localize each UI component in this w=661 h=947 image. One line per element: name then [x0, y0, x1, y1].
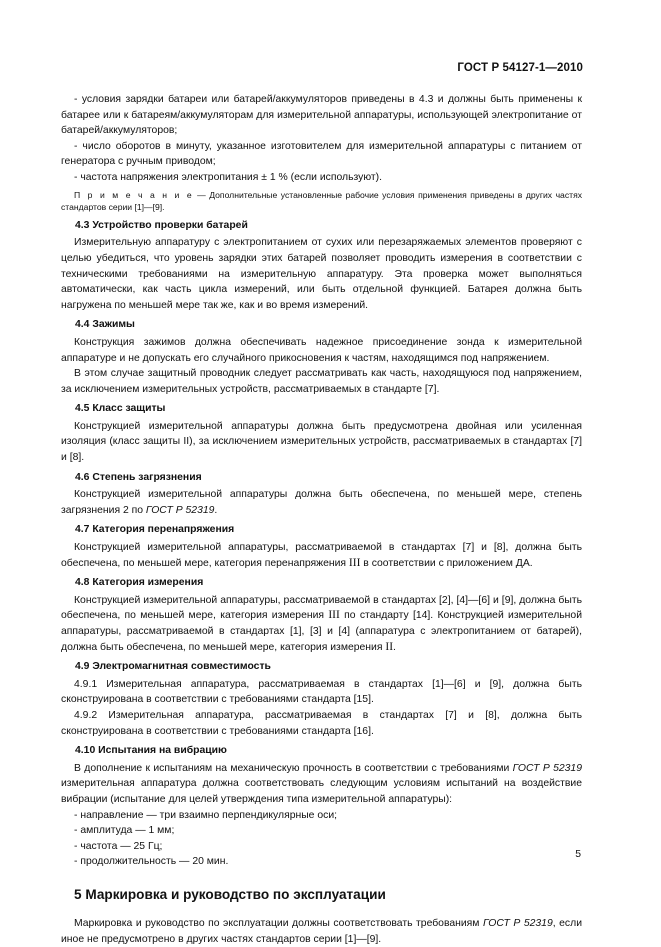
- standard-reference: ГОСТ Р 52319: [512, 762, 582, 774]
- list-item: - направление — три взаимно перпендикулярные оси;: [74, 809, 338, 821]
- list-item: - условия зарядки батареи или батарей/аккумуляторов приведены в 4.3 и должны быть применены к батарее или к батареям/аккумуляторам для измерительной аппаратуры, использующей электропитание от батарей/аккумуляторов;: [61, 94, 582, 137]
- standard-reference: ГОСТ Р 52319: [145, 504, 215, 516]
- list-item: - амплитуда — 1 мм;: [74, 825, 175, 837]
- paragraph: В этом случае защитный проводник следует рассматривать как часть, находящуюся под напряжением, за исключением измерительных устройств, рассматриваемых в стандарте [7].: [61, 368, 582, 395]
- paragraph: Конструкцией измерительной аппаратуры должна быть обеспечена, по меньшей мере, степень загрязнения 2 по ГОСТ Р 52319.: [61, 489, 582, 516]
- standard-reference: ГОСТ Р 52319: [482, 917, 553, 929]
- section-heading-4-7: 4.7 Категория перенапряжения: [75, 524, 235, 536]
- paragraph: 4.9.2 Измерительная аппаратура, рассматриваемая в стандартах [7] и [8], должна быть сконструирована в соответствии с требованиями стандарта [16].: [61, 709, 582, 737]
- standard-code: ГОСТ Р 54127-1—2010: [457, 62, 583, 74]
- list-item: - число оборотов в минуту, указанное изготовителем для измерительной аппаратуры с питанием от генератора с ручным приводом;: [61, 140, 582, 168]
- paragraph: Конструкцией измерительной аппаратуры должна быть предусмотрена двойная или усиленная изоляция (класс защиты II), за исключением измерительных устройств, рассматриваемых в стандартах [7] и [8].: [61, 420, 582, 464]
- paragraph: В дополнение к испытаниям на механическую прочность в соответствии с требованиями ГОСТ Р 52319 измерительная аппаратура должна соответствовать следующим условиям испытаний на воздействие вибрации (испытание для целей утверждения типа измерительной аппаратуры):: [61, 762, 582, 805]
- page-content: [61, 92, 582, 947]
- section-heading-4-9: 4.9 Электромагнитная совместимость: [75, 661, 271, 673]
- note: П р и м е ч а н и е — Дополнительные установленные рабочие условия применения приведены в других частях стандартов серии [1]—[9].: [61, 189, 583, 213]
- section-heading-4-8: 4.8 Категория измерения: [75, 577, 204, 589]
- section-heading-5: 5 Маркировка и руководство по эксплуатации: [74, 886, 386, 902]
- page-number: 5: [575, 849, 581, 860]
- paragraph: 4.9.1 Измерительная аппаратура, рассматриваемая в стандартах [1]—[6] и [9], должна быть сконструирована в соответствии с требованиями стандарта [15].: [61, 678, 582, 706]
- section-heading-4-5: 4.5 Класс защиты: [75, 403, 166, 415]
- paragraph: Конструкцией измерительной аппаратуры, рассматриваемой в стандартах [7] и [8], должна быть обеспечена, по меньшей мере, категория перенапряжения III в соответствии с приложением ДА.: [61, 542, 582, 569]
- section-heading-4-4: 4.4 Зажимы: [75, 319, 135, 331]
- paragraph: Конструкция зажимов должна обеспечивать надежное присоединение зонда к измерительной аппаратуре и не допускать его случайного прикосновения к частям, находящимся под напряжением.: [61, 336, 582, 364]
- paragraph: Конструкцией измерительной аппаратуры, рассматриваемой в стандартах [2], [4]—[6] и [9], должна быть обеспечена, по меньшей мере, категория измерения III по стандарту [14]. Конструкцией измерительной аппаратуры, рассматриваемой в стандартах [1], [3] и [4] (аппаратура с электропитанием от батарей), должна быть обеспечена, по меньшей мере, категория измерения II.: [61, 594, 583, 653]
- section-heading-4-3: 4.3 Устройство проверки батарей: [75, 219, 248, 231]
- list-item: - продолжительность — 20 мин.: [74, 856, 229, 868]
- list-item: - частота напряжения электропитания ± 1 % (если используют).: [74, 171, 383, 183]
- paragraph: Маркировка и руководство по эксплуатации должны соответствовать требованиям ГОСТ Р 52319, если иное не предусмотрено в других частях стандартов серии [1]—[9].: [61, 917, 582, 945]
- category-numeral: II: [385, 640, 394, 653]
- section-heading-4-10: 4.10 Испытания на вибрацию: [75, 745, 227, 757]
- note-label: П р и м е ч а н и е: [74, 189, 194, 200]
- category-numeral: III: [348, 556, 361, 569]
- list-item: - частота — 25 Гц;: [74, 840, 163, 852]
- category-numeral: III: [328, 609, 340, 622]
- plus-minus-sign: ±: [261, 171, 267, 183]
- paragraph: Измерительную аппаратуру с электропитанием от сухих или перезаряжаемых элементов проверяют с целью убедиться, что уровень зарядки этих батарей позволяет проводить измерения в соответствии с техническими требованиями на измерительную аппаратуру. Эта проверка может выполняться автоматически, как часть цикла измерений, или быть отдельной функцией. Батарея должна быть нагружена по меньшей мере так же, как и во время измерений.: [61, 237, 582, 311]
- section-heading-4-6: 4.6 Степень загрязнения: [75, 471, 202, 483]
